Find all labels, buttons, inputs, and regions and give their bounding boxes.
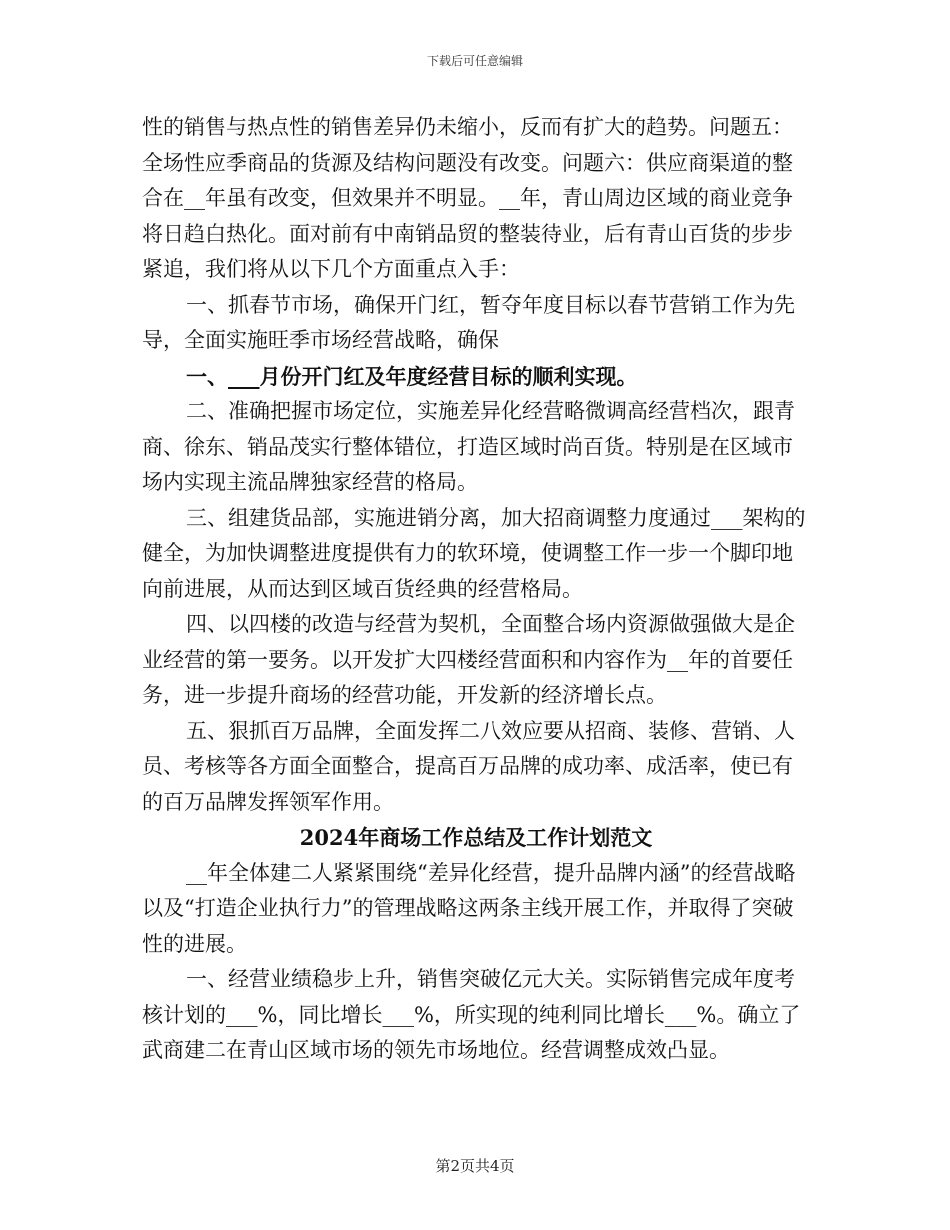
page-number: 第2页共4页 (435, 1157, 515, 1175)
paragraph-performance: 一、经营业绩稳步上升，销售突破亿元大关。实际销售完成年度考核计划的___%，同比增长___%，所实现的纯利同比增长___%。确立了武商建二在青山区域市场的领先市场地位。经营调整成效凸显。 (142, 967, 801, 1062)
paragraph-point-2: 二、准确把握市场定位，实施差异化经营略微调高经营档次，跟青商、徐东、销品茂实行整体错位，打造区域时尚百货。特别是在区域市场内实现主流品牌独家经营的格局。 (142, 399, 795, 494)
document-body (142, 110, 810, 1069)
paragraph-continuation: 性的销售与热点性的销售差异仍未缩小，反而有扩大的趋势。问题五：全场性应季商品的货源及结构问题没有改变。问题六：供应商渠道的整合在__年虽有改变，但效果并不明显。__年，青山周边区域的商业竞争将日趋白热化。面对前有中南销品贸的整装待业，后有青山百货的步步紧追，我们将从以下几个方面重点入手： (142, 115, 793, 281)
paragraph-point-1-bold: 一、___月份开门红及年度经营目标的顺利实现。 (186, 363, 638, 389)
paragraph-point-1: 一、抓春节市场，确保开门红，暂夺年度目标以春节营销工作为先导，全面实施旺季市场经营战略，确保 (142, 292, 795, 352)
paragraph-point-4: 四、以四楼的改造与经营为契机，全面整合场内资源做强做大是企业经营的第一要务。以开发扩大四楼经营面积和内容作为__年的首要任务，进一步提升商场的经营功能，开发新的经济增长点。 (142, 612, 795, 707)
section-heading: 2024年商场工作总结及工作计划范文 (299, 825, 653, 850)
paragraph-point-5: 五、狠抓百万品牌，全面发挥二八效应要从招商、装修、营销、人员、考核等各方面全面整合，提高百万品牌的成功率、成活率，使已有的百万品牌发挥领军作用。 (142, 718, 795, 814)
page-header-note: 下载后可任意编辑 (426, 54, 523, 68)
paragraph-intro: __年全体建二人紧紧围绕“差异化经营，提升品牌内涵”的经营战略以及“打造企业执行力”的管理战略这两条主线开展工作，并取得了突破性的进展。 (142, 860, 796, 956)
paragraph-point-3: 三、组建货品部，实施进销分离，加大招商调整力度通过___架构的健全，为加快调整进度提供有力的软环境，使调整工作一步一个脚印地向前进展，从而达到区域百货经典的经营格局。 (142, 505, 806, 601)
